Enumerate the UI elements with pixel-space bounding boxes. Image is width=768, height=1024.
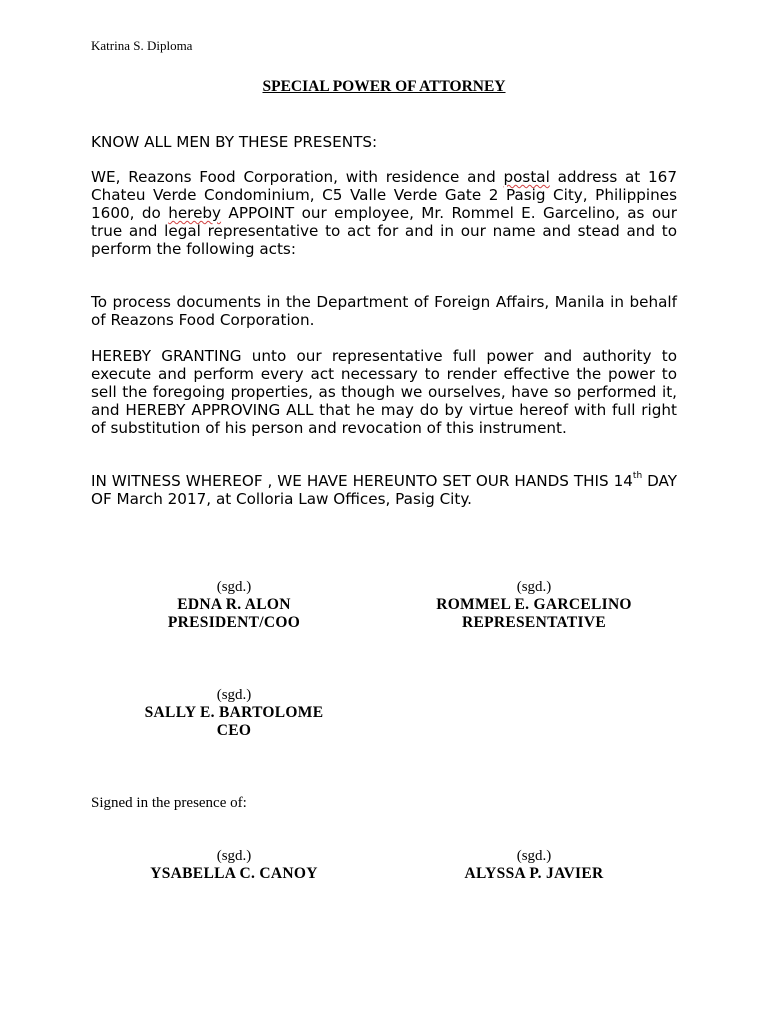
signatory-block	[394, 578, 674, 632]
paragraph-granting: HEREBY GRANTING unto our representative full power and authority to execute and perform every act necessary to render effective the power to sell the foregoing properties, as though we ourselves, have so performed it, and HEREBY APPROVING ALL that he may do by virtue hereof with full right of substitution of his person and revocation of this instrument.	[91, 347, 677, 437]
signatory-role: CEO	[216, 722, 252, 739]
signed-marker: (sgd.)	[516, 848, 552, 864]
header-author: Katrina S. Diploma	[91, 38, 193, 53]
para4-part-b: DAY OF March 2017, at Colloria Law Offices, Pasig City.	[91, 472, 678, 508]
para1-hereby: hereby	[168, 204, 222, 222]
para4-part-a: IN WITNESS WHEREOF , WE HAVE HEREUNTO SET OUR HANDS THIS 14	[91, 472, 633, 490]
signed-marker: (sgd.)	[216, 579, 252, 595]
paragraph-appointment	[91, 168, 677, 258]
witness-name: ALYSSA P. JAVIER	[464, 865, 604, 882]
opening-line: KNOW ALL MEN BY THESE PRESENTS:	[91, 133, 378, 151]
para1-postal: postal	[503, 168, 550, 186]
witness-block	[114, 847, 354, 883]
signatory-role: REPRESENTATIVE	[461, 614, 607, 631]
para1-part-e: APPOINT our employee, Mr. Rommel E. Garcelino, as our true and legal representative to act for and in our name and stead and to perform the following acts:	[91, 204, 677, 258]
para1-part-c: address at 167 Chateu Verde Condominium, C5 Valle Verde Gate 2 Pasig City, Philippines 1600, do	[91, 168, 677, 222]
paragraph-purpose: To process documents in the Department of Foreign Affairs, Manila in behalf of Reazons Food Corporation.	[91, 293, 677, 329]
presence-label: Signed in the presence of:	[91, 795, 247, 811]
signatory-block	[114, 578, 354, 632]
document-title: SPECIAL POWER OF ATTORNEY	[262, 78, 506, 95]
para1-part-a: WE, Reazons Food Corporation, with residence and	[91, 168, 504, 186]
witness-name: YSABELLA C. CANOY	[150, 865, 318, 882]
signatory-name: EDNA R. ALON	[177, 596, 291, 613]
signatory-name: SALLY E. BARTOLOME	[144, 704, 324, 721]
signed-marker: (sgd.)	[216, 848, 252, 864]
signatory-name: ROMMEL E. GARCELINO	[436, 596, 632, 613]
witness-block	[394, 847, 674, 883]
signed-marker: (sgd.)	[216, 687, 252, 703]
paragraph-witness	[91, 472, 677, 508]
signatory-role: PRESIDENT/COO	[167, 614, 301, 631]
signed-marker: (sgd.)	[516, 579, 552, 595]
para4-ordinal: th	[632, 470, 643, 481]
signatory-block	[114, 686, 354, 740]
